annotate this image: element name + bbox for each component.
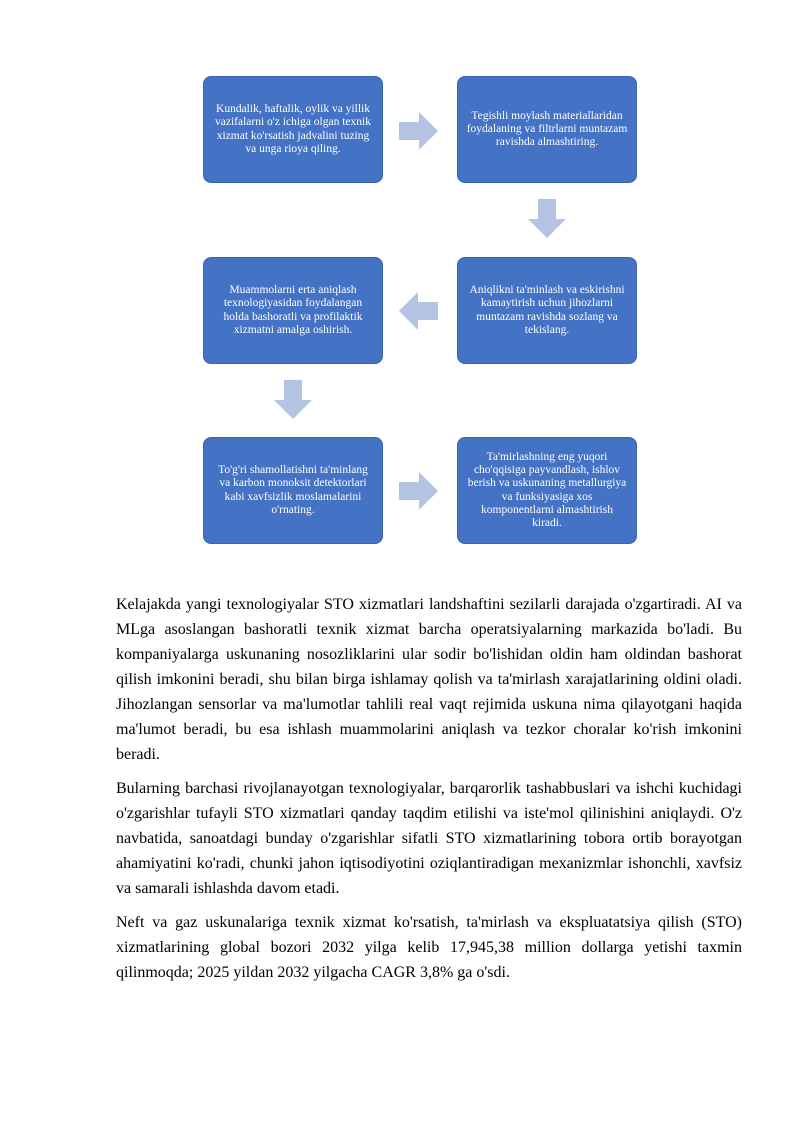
process-diagram (0, 0, 800, 560)
step-box-2 (457, 76, 637, 183)
step-box-3 (457, 257, 637, 364)
step-box-5 (203, 437, 383, 544)
step-box-1 (203, 76, 383, 183)
arrow-down-icon (527, 199, 567, 239)
step-box-4 (203, 257, 383, 364)
arrow-down-icon (273, 380, 313, 420)
step-box-6 (457, 437, 637, 544)
paragraph: Bularning barchasi rivojlanayotgan texnologiyalar, barqarorlik tashabbuslari va ishchi kuchidagi o'zgarishlar tufayli STO xizmatlari qanday taqdim etilishi va iste'mol qilinishini aniqlaydi. O'z navbatida, sanoatdagi bunday o'zgarishlar sifatli STO xizmatlarining tobora ortib borayotgan ahamiyatini ko'radi, chunki jahon iqtisodiyotini oziqlantiradigan mexanizmlar ishonchli, xavfsiz va samarali ishlashda davom etadi. (116, 780, 742, 897)
step-text-3: Aniqlikni ta'minlash va eskirishni kamaytirish uchun jihozlarni muntazam ravishda sozlang va tekislang. (469, 283, 625, 336)
paragraph: Kelajakda yangi texnologiyalar STO xizmatlari landshaftini sezilarli darajada o'zgartiradi. AI va MLga asoslangan bashoratli texnik xizmat barcha operatsiyalarning markazida bo'ladi. Bu kompaniyalarga uskunaning nosozliklarini ular sodir bo'lishidan oldin ham oldindan bashorat qilish imkonini beradi, shu bilan birga ishlamay qolish va ta'mirlash xarajatlarining oldini oladi. Jihozlangan sensorlar va ma'lumotlar tahlili real vaqt rejimida uskuna nima qilayotgani haqida ma'lumot beradi, bu esa ishlash muammolarini aniqlash va tezkor choralar ko'rish imkonini beradi. (116, 596, 742, 763)
arrow-left-icon (399, 291, 439, 331)
step-text-4: Muammolarni erta aniqlash texnologiyasidan foydalangan holda bashoratli va profilaktik xizmatni amalga oshirish. (223, 283, 363, 336)
paragraph: Neft va gaz uskunalariga texnik xizmat ko'rsatish, ta'mirlash va ekspluatatsiya qilish (STO) xizmatlarining global bozori 2032 yilga kelib 17,945,38 million dollarga yetishi taxmin qilinmoqda; 2025 yildan 2032 yilgacha CAGR 3,8% ga o'sdi. (116, 914, 742, 981)
arrow-right-icon (399, 471, 439, 511)
step-text-1: Kundalik, haftalik, oylik va yillik vazifalarni o'z ichiga olgan texnik xizmat ko'rsatish jadvalini tuzing va unga rioya qiling. (215, 102, 371, 155)
arrow-right-icon (399, 111, 439, 151)
step-text-6: Ta'mirlashning eng yuqori cho'qqisiga payvandlash, ishlov berish va uskunaning metallurgiya va funksiyasiga xos komponentlarni almashtirish kiradi. (467, 450, 627, 530)
body-text (116, 592, 742, 994)
step-text-2: Tegishli moylash materiallaridan foydalaning va filtrlarni muntazam ravishda almashtiring. (466, 109, 628, 149)
step-text-5: To'g'ri shamollatishni ta'minlang va karbon monoksit detektorlari kabi xavfsizlik moslamalarini o'rnating. (218, 463, 368, 516)
